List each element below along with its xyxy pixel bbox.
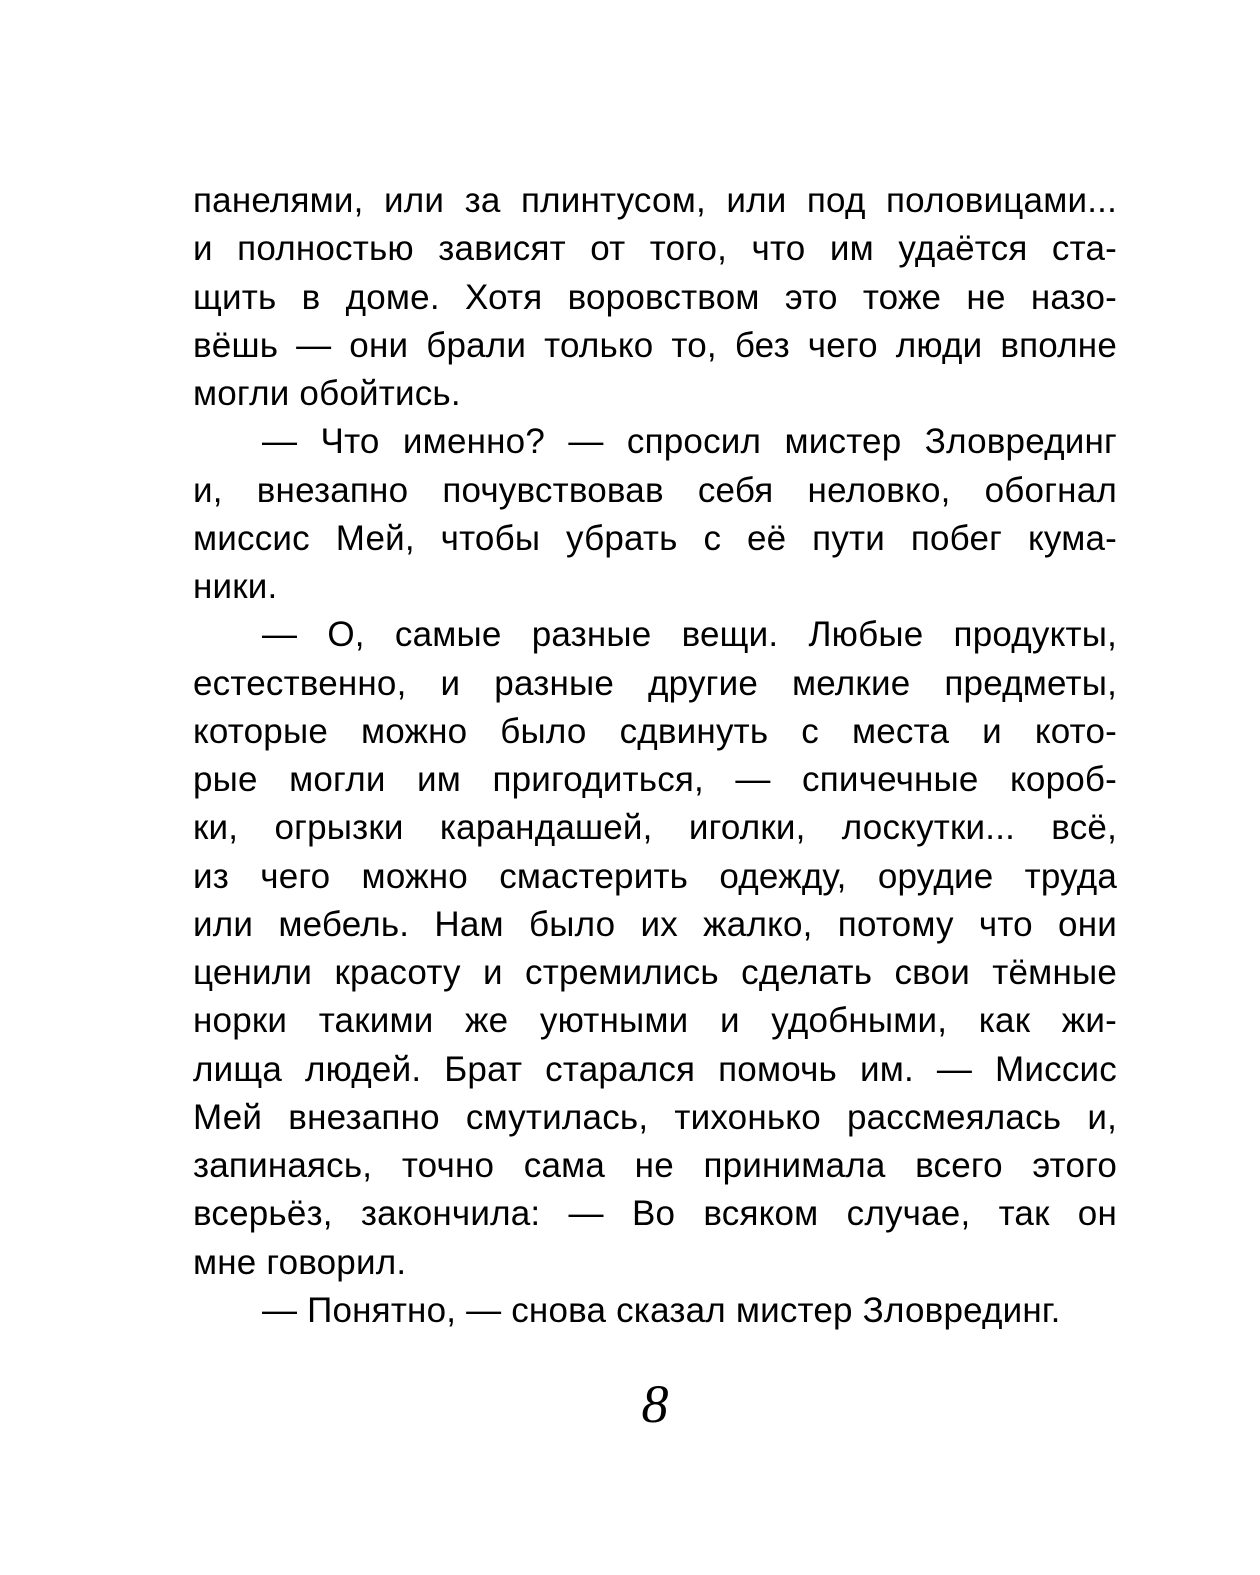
text-line: — О, самые разные вещи. Любые продукты, bbox=[262, 615, 1117, 655]
text-line: вёшь — они брали только то, без чего люди вполне bbox=[193, 325, 1117, 365]
text-line: — Что именно? — спросил мистер Зловрединг bbox=[262, 422, 1117, 462]
page-number: 8 bbox=[641, 1374, 669, 1434]
text-line: запинаясь, точно сама не принимала всего этого bbox=[193, 1146, 1117, 1185]
text-line: ники. bbox=[193, 567, 278, 606]
text-line: мне говорил. bbox=[193, 1242, 407, 1282]
text-line: ценили красоту и стремились сделать свои тёмные bbox=[193, 953, 1117, 992]
text-line: могли обойтись. bbox=[193, 374, 461, 413]
text-line: щить в доме. Хотя воровством это тоже не назо- bbox=[193, 277, 1117, 317]
text-line: панелями, или за плинтусом, или под половицами... bbox=[193, 181, 1117, 220]
text-line: естественно, и разные другие мелкие предметы, bbox=[193, 663, 1117, 703]
paragraph bbox=[193, 177, 1117, 418]
paragraph bbox=[193, 611, 1117, 1287]
paragraph bbox=[193, 418, 1117, 611]
text-line: Мей внезапно смутилась, тихонько рассмеялась и, bbox=[193, 1097, 1117, 1137]
text-line: лища людей. Брат старался помочь им. — Миссис bbox=[193, 1049, 1117, 1089]
text-line: и, внезапно почувствовав себя неловко, обогнал bbox=[193, 470, 1117, 510]
text-line: и полностью зависят от того, что им удаётся ста- bbox=[193, 229, 1117, 269]
text-line: всерьёз, закончила: — Во всяком случае, так он bbox=[193, 1194, 1117, 1234]
paragraph bbox=[193, 1287, 1117, 1335]
text-line: или мебель. Нам было их жалко, потому что они bbox=[193, 904, 1117, 944]
text-line: — Понятно, — снова сказал мистер Зловрединг. bbox=[262, 1290, 1061, 1330]
text-line: которые можно было сдвинуть с места и кото- bbox=[193, 711, 1117, 751]
text-line: рые могли им пригодиться, — спичечные короб- bbox=[193, 760, 1117, 799]
text-line: ки, огрызки карандашей, иголки, лоскутки... всё, bbox=[193, 808, 1117, 848]
text-line: из чего можно смастерить одежду, орудие труда bbox=[193, 856, 1117, 896]
page-text-block bbox=[193, 177, 1117, 1335]
text-line: миссис Мей, чтобы убрать с её пути побег кума- bbox=[193, 518, 1117, 558]
text-line: норки такими же уютными и удобными, как жи- bbox=[193, 1001, 1117, 1041]
